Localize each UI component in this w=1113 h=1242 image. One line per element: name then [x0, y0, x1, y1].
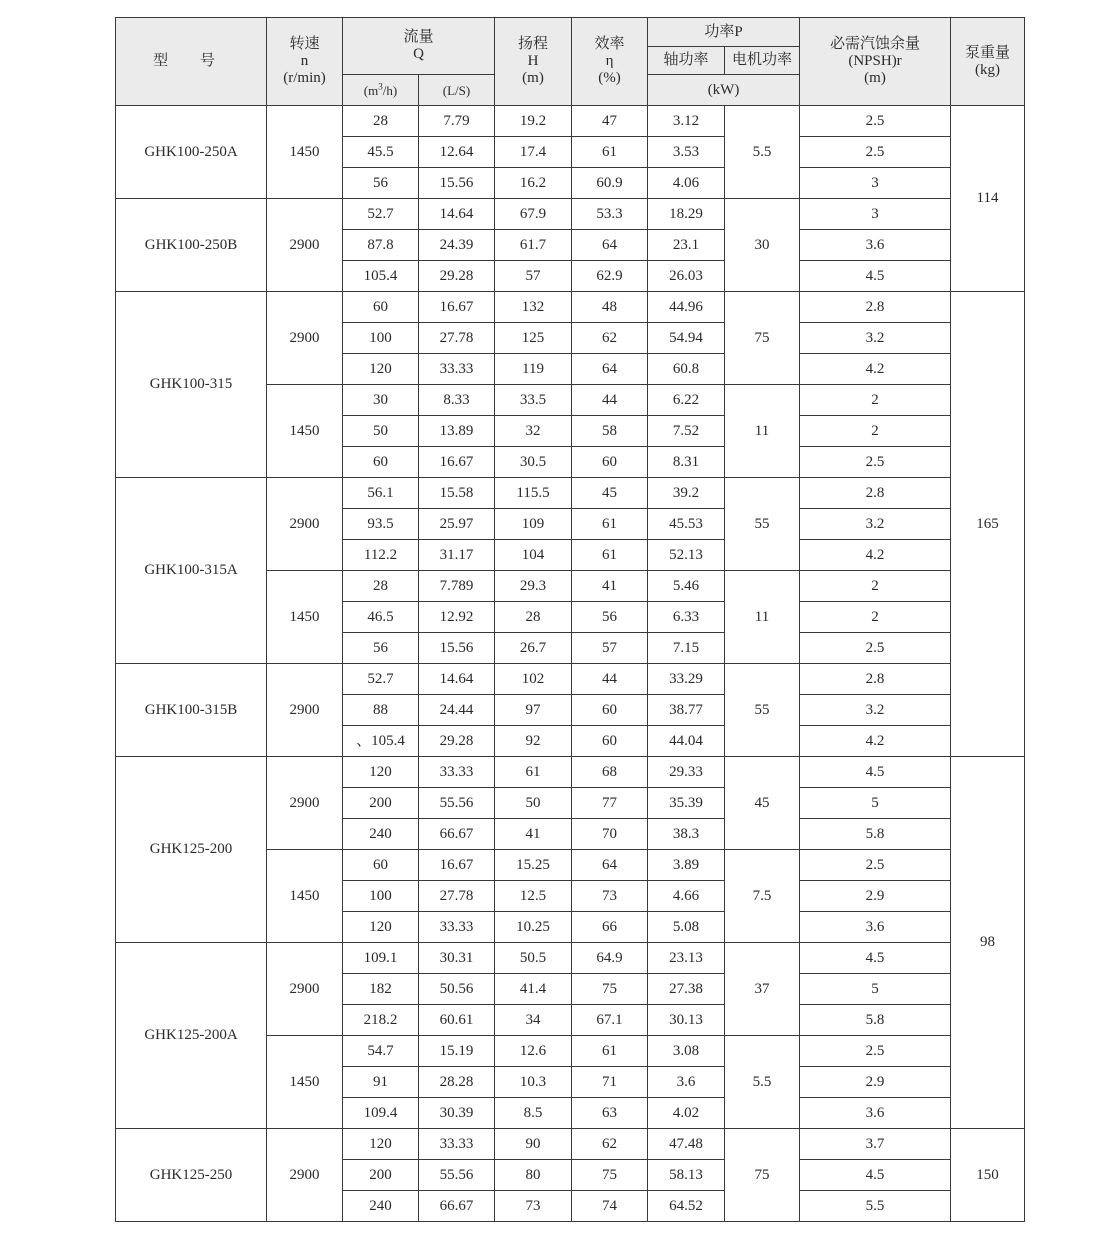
efficiency-cell: 45: [572, 478, 648, 509]
flow-ls-cell: 27.78: [419, 323, 495, 354]
header-npsh: 必需汽蚀余量 (NPSH)r (m): [800, 18, 951, 106]
npsh-cell: 2.5: [800, 447, 951, 478]
table-row: [116, 292, 1025, 323]
npsh-cell: 2.9: [800, 881, 951, 912]
table-body: [116, 106, 1025, 1222]
flow-ls-cell: 14.64: [419, 199, 495, 230]
flow-m3h-cell: 28: [343, 106, 419, 137]
speed-cell: 2900: [267, 757, 343, 850]
npsh-cell: 3: [800, 168, 951, 199]
shaft-power-cell: 44.96: [648, 292, 725, 323]
flow-ls-cell: 33.33: [419, 912, 495, 943]
flow-m3h-cell: 28: [343, 571, 419, 602]
flow-ls-cell: 27.78: [419, 881, 495, 912]
motor-power-cell: 75: [725, 1129, 800, 1222]
shaft-power-cell: 6.22: [648, 385, 725, 416]
npsh-cell: 2.5: [800, 633, 951, 664]
head-cell: 80: [495, 1160, 572, 1191]
head-cell: 92: [495, 726, 572, 757]
shaft-power-cell: 6.33: [648, 602, 725, 633]
npsh-cell: 2.5: [800, 137, 951, 168]
shaft-power-cell: 7.52: [648, 416, 725, 447]
shaft-power-cell: 3.12: [648, 106, 725, 137]
header-motor-power: 电机功率: [725, 47, 800, 75]
flow-m3h-cell: 120: [343, 1129, 419, 1160]
flow-ls-cell: 31.17: [419, 540, 495, 571]
head-cell: 29.3: [495, 571, 572, 602]
head-cell: 50: [495, 788, 572, 819]
efficiency-cell: 44: [572, 664, 648, 695]
efficiency-cell: 66: [572, 912, 648, 943]
efficiency-cell: 77: [572, 788, 648, 819]
flow-m3h-cell: 30: [343, 385, 419, 416]
flow-m3h-cell: 60: [343, 292, 419, 323]
npsh-cell: 4.2: [800, 354, 951, 385]
flow-ls-cell: 50.56: [419, 974, 495, 1005]
shaft-power-cell: 4.02: [648, 1098, 725, 1129]
shaft-power-cell: 35.39: [648, 788, 725, 819]
flow-ls-cell: 24.44: [419, 695, 495, 726]
npsh-cell: 5: [800, 788, 951, 819]
head-cell: 57: [495, 261, 572, 292]
npsh-cell: 3.2: [800, 323, 951, 354]
motor-power-cell: 11: [725, 571, 800, 664]
efficiency-cell: 75: [572, 974, 648, 1005]
efficiency-cell: 63: [572, 1098, 648, 1129]
flow-ls-cell: 8.33: [419, 385, 495, 416]
weight-cell: 98: [951, 757, 1025, 1129]
model-name-cell: GHK100-315: [116, 292, 267, 478]
flow-ls-cell: 29.28: [419, 726, 495, 757]
npsh-cell: 5.8: [800, 819, 951, 850]
flow-m3h-cell: 109.1: [343, 943, 419, 974]
flow-m3h-cell: 52.7: [343, 199, 419, 230]
head-cell: 90: [495, 1129, 572, 1160]
flow-ls-cell: 33.33: [419, 1129, 495, 1160]
flow-m3h-cell: 56: [343, 633, 419, 664]
shaft-power-cell: 38.3: [648, 819, 725, 850]
table-row: [116, 478, 1025, 509]
shaft-power-cell: 44.04: [648, 726, 725, 757]
flow-m3h-cell: 45.5: [343, 137, 419, 168]
npsh-cell: 5: [800, 974, 951, 1005]
npsh-cell: 3.2: [800, 509, 951, 540]
efficiency-cell: 61: [572, 540, 648, 571]
head-cell: 12.6: [495, 1036, 572, 1067]
efficiency-cell: 44: [572, 385, 648, 416]
shaft-power-cell: 18.29: [648, 199, 725, 230]
motor-power-cell: 11: [725, 385, 800, 478]
efficiency-cell: 47: [572, 106, 648, 137]
header-power: 功率P: [648, 18, 800, 47]
shaft-power-cell: 54.94: [648, 323, 725, 354]
flow-ls-cell: 14.64: [419, 664, 495, 695]
efficiency-cell: 67.1: [572, 1005, 648, 1036]
efficiency-cell: 62: [572, 1129, 648, 1160]
head-cell: 67.9: [495, 199, 572, 230]
flow-m3h-cell: 240: [343, 1191, 419, 1222]
npsh-cell: 3.2: [800, 695, 951, 726]
flow-m3h-cell: 120: [343, 757, 419, 788]
model-name-cell: GHK125-250: [116, 1129, 267, 1222]
speed-cell: 1450: [267, 850, 343, 943]
table-row: [116, 199, 1025, 230]
flow-ls-cell: 7.789: [419, 571, 495, 602]
flow-ls-cell: 25.97: [419, 509, 495, 540]
head-cell: 32: [495, 416, 572, 447]
flow-m3h-cell: 91: [343, 1067, 419, 1098]
flow-ls-cell: 55.56: [419, 788, 495, 819]
flow-m3h-cell: 105.4: [343, 261, 419, 292]
efficiency-cell: 62: [572, 323, 648, 354]
header-model: 型 号: [116, 18, 267, 106]
speed-cell: 2900: [267, 943, 343, 1036]
efficiency-cell: 71: [572, 1067, 648, 1098]
shaft-power-cell: 33.29: [648, 664, 725, 695]
motor-power-cell: 55: [725, 478, 800, 571]
flow-ls-cell: 33.33: [419, 354, 495, 385]
npsh-cell: 4.5: [800, 1160, 951, 1191]
pump-performance-table: [115, 17, 1025, 1222]
npsh-cell: 3.6: [800, 230, 951, 261]
head-cell: 19.2: [495, 106, 572, 137]
shaft-power-cell: 4.06: [648, 168, 725, 199]
shaft-power-cell: 3.08: [648, 1036, 725, 1067]
shaft-power-cell: 47.48: [648, 1129, 725, 1160]
table-row: [116, 1129, 1025, 1160]
pump-spec-sheet: [115, 17, 1024, 1225]
npsh-cell: 2: [800, 571, 951, 602]
shaft-power-cell: 5.08: [648, 912, 725, 943]
flow-ls-cell: 33.33: [419, 757, 495, 788]
model-name-cell: GHK125-200A: [116, 943, 267, 1129]
head-cell: 28: [495, 602, 572, 633]
flow-m3h-cell: 56: [343, 168, 419, 199]
speed-cell: 1450: [267, 571, 343, 664]
npsh-cell: 3.7: [800, 1129, 951, 1160]
table-header: [116, 18, 1025, 106]
flow-m3h-cell: 112.2: [343, 540, 419, 571]
efficiency-cell: 68: [572, 757, 648, 788]
shaft-power-cell: 52.13: [648, 540, 725, 571]
efficiency-cell: 64: [572, 850, 648, 881]
table-row: [116, 106, 1025, 137]
efficiency-cell: 64.9: [572, 943, 648, 974]
efficiency-cell: 64: [572, 354, 648, 385]
weight-cell: 114: [951, 106, 1025, 292]
flow-ls-cell: 30.31: [419, 943, 495, 974]
efficiency-cell: 70: [572, 819, 648, 850]
head-cell: 61.7: [495, 230, 572, 261]
head-cell: 33.5: [495, 385, 572, 416]
efficiency-cell: 60: [572, 695, 648, 726]
speed-cell: 2900: [267, 292, 343, 385]
npsh-cell: 2.5: [800, 1036, 951, 1067]
shaft-power-cell: 3.53: [648, 137, 725, 168]
flow-m3h-cell: 54.7: [343, 1036, 419, 1067]
flow-ls-cell: 15.56: [419, 168, 495, 199]
head-cell: 125: [495, 323, 572, 354]
head-cell: 115.5: [495, 478, 572, 509]
flow-ls-cell: 7.79: [419, 106, 495, 137]
shaft-power-cell: 64.52: [648, 1191, 725, 1222]
npsh-cell: 2.9: [800, 1067, 951, 1098]
shaft-power-cell: 26.03: [648, 261, 725, 292]
flow-m3h-cell: 50: [343, 416, 419, 447]
motor-power-cell: 37: [725, 943, 800, 1036]
flow-ls-cell: 55.56: [419, 1160, 495, 1191]
head-cell: 132: [495, 292, 572, 323]
shaft-power-cell: 58.13: [648, 1160, 725, 1191]
speed-cell: 2900: [267, 664, 343, 757]
shaft-power-cell: 39.2: [648, 478, 725, 509]
flow-ls-cell: 66.67: [419, 1191, 495, 1222]
efficiency-cell: 73: [572, 881, 648, 912]
shaft-power-cell: 23.13: [648, 943, 725, 974]
shaft-power-cell: 23.1: [648, 230, 725, 261]
head-cell: 10.3: [495, 1067, 572, 1098]
head-cell: 97: [495, 695, 572, 726]
shaft-power-cell: 27.38: [648, 974, 725, 1005]
head-cell: 34: [495, 1005, 572, 1036]
head-cell: 41.4: [495, 974, 572, 1005]
efficiency-cell: 61: [572, 509, 648, 540]
shaft-power-cell: 3.89: [648, 850, 725, 881]
head-cell: 73: [495, 1191, 572, 1222]
efficiency-cell: 64: [572, 230, 648, 261]
shaft-power-cell: 29.33: [648, 757, 725, 788]
motor-power-cell: 30: [725, 199, 800, 292]
npsh-cell: 2.8: [800, 664, 951, 695]
speed-cell: 1450: [267, 385, 343, 478]
head-cell: 50.5: [495, 943, 572, 974]
model-name-cell: GHK100-315B: [116, 664, 267, 757]
efficiency-cell: 74: [572, 1191, 648, 1222]
header-flow: 流量 Q: [343, 18, 495, 75]
npsh-cell: 4.5: [800, 943, 951, 974]
flow-m3h-cell: 120: [343, 912, 419, 943]
efficiency-cell: 58: [572, 416, 648, 447]
flow-m3h-cell: 56.1: [343, 478, 419, 509]
speed-cell: 2900: [267, 199, 343, 292]
efficiency-cell: 41: [572, 571, 648, 602]
flow-ls-cell: 15.56: [419, 633, 495, 664]
head-cell: 119: [495, 354, 572, 385]
flow-ls-cell: 28.28: [419, 1067, 495, 1098]
speed-cell: 1450: [267, 1036, 343, 1129]
flow-m3h-cell: 109.4: [343, 1098, 419, 1129]
npsh-cell: 4.2: [800, 540, 951, 571]
flow-m3h-cell: 200: [343, 1160, 419, 1191]
shaft-power-cell: 38.77: [648, 695, 725, 726]
header-head: 扬程 H (m): [495, 18, 572, 106]
header-efficiency: 效率 η (%): [572, 18, 648, 106]
model-name-cell: GHK100-250B: [116, 199, 267, 292]
head-cell: 102: [495, 664, 572, 695]
flow-m3h-cell: 、105.4: [343, 726, 419, 757]
flow-ls-cell: 16.67: [419, 850, 495, 881]
efficiency-cell: 60.9: [572, 168, 648, 199]
npsh-cell: 4.5: [800, 757, 951, 788]
shaft-power-cell: 3.6: [648, 1067, 725, 1098]
shaft-power-cell: 45.53: [648, 509, 725, 540]
efficiency-cell: 56: [572, 602, 648, 633]
shaft-power-cell: 30.13: [648, 1005, 725, 1036]
efficiency-cell: 61: [572, 137, 648, 168]
head-cell: 61: [495, 757, 572, 788]
header-shaft-power: 轴功率: [648, 47, 725, 75]
flow-ls-cell: 16.67: [419, 292, 495, 323]
head-cell: 30.5: [495, 447, 572, 478]
flow-m3h-cell: 52.7: [343, 664, 419, 695]
model-name-cell: GHK100-315A: [116, 478, 267, 664]
motor-power-cell: 5.5: [725, 1036, 800, 1129]
flow-ls-cell: 12.64: [419, 137, 495, 168]
flow-ls-cell: 15.19: [419, 1036, 495, 1067]
header-flow-m3h: $(m^3/h)$: [343, 75, 419, 106]
head-cell: 109: [495, 509, 572, 540]
weight-cell: 165: [951, 292, 1025, 757]
head-cell: 12.5: [495, 881, 572, 912]
motor-power-cell: 55: [725, 664, 800, 757]
head-cell: 15.25: [495, 850, 572, 881]
npsh-cell: 2.5: [800, 106, 951, 137]
npsh-cell: 5.8: [800, 1005, 951, 1036]
head-cell: 104: [495, 540, 572, 571]
header-speed: 转速 n (r/min): [267, 18, 343, 106]
flow-m3h-cell: 120: [343, 354, 419, 385]
efficiency-cell: 57: [572, 633, 648, 664]
motor-power-cell: 5.5: [725, 106, 800, 199]
shaft-power-cell: 4.66: [648, 881, 725, 912]
table-row: [116, 757, 1025, 788]
weight-cell: 150: [951, 1129, 1025, 1222]
flow-m3h-cell: 182: [343, 974, 419, 1005]
npsh-cell: 3.6: [800, 1098, 951, 1129]
flow-m3h-cell: 46.5: [343, 602, 419, 633]
flow-m3h-cell: 60: [343, 447, 419, 478]
efficiency-cell: 60: [572, 726, 648, 757]
npsh-cell: 3: [800, 199, 951, 230]
flow-m3h-cell: 100: [343, 881, 419, 912]
header-flow-ls: (L/S): [419, 75, 495, 106]
flow-ls-cell: 30.39: [419, 1098, 495, 1129]
flow-m3h-cell: 93.5: [343, 509, 419, 540]
flow-m3h-cell: 218.2: [343, 1005, 419, 1036]
npsh-cell: 4.5: [800, 261, 951, 292]
npsh-cell: 4.2: [800, 726, 951, 757]
npsh-cell: 2: [800, 602, 951, 633]
motor-power-cell: 45: [725, 757, 800, 850]
flow-m3h-cell: 88: [343, 695, 419, 726]
model-name-cell: GHK125-200: [116, 757, 267, 943]
model-name-cell: GHK100-250A: [116, 106, 267, 199]
flow-ls-cell: 29.28: [419, 261, 495, 292]
motor-power-cell: 75: [725, 292, 800, 385]
shaft-power-cell: 8.31: [648, 447, 725, 478]
flow-m3h-cell: 60: [343, 850, 419, 881]
flow-ls-cell: 16.67: [419, 447, 495, 478]
efficiency-cell: 60: [572, 447, 648, 478]
flow-m3h-cell: 87.8: [343, 230, 419, 261]
npsh-cell: 2.5: [800, 850, 951, 881]
speed-cell: 1450: [267, 106, 343, 199]
flow-m3h-cell: 100: [343, 323, 419, 354]
npsh-cell: 2: [800, 385, 951, 416]
flow-m3h-cell: 200: [343, 788, 419, 819]
head-cell: 10.25: [495, 912, 572, 943]
shaft-power-cell: 60.8: [648, 354, 725, 385]
head-cell: 8.5: [495, 1098, 572, 1129]
motor-power-cell: 7.5: [725, 850, 800, 943]
head-cell: 26.7: [495, 633, 572, 664]
header-power-unit: (kW): [648, 75, 800, 106]
npsh-cell: 2: [800, 416, 951, 447]
efficiency-cell: 61: [572, 1036, 648, 1067]
head-cell: 17.4: [495, 137, 572, 168]
flow-m3h-cell: 240: [343, 819, 419, 850]
npsh-cell: 3.6: [800, 912, 951, 943]
head-cell: 16.2: [495, 168, 572, 199]
table-row: [116, 664, 1025, 695]
efficiency-cell: 48: [572, 292, 648, 323]
shaft-power-cell: 5.46: [648, 571, 725, 602]
flow-ls-cell: 15.58: [419, 478, 495, 509]
header-weight: 泵重量 (kg): [951, 18, 1025, 106]
npsh-cell: 5.5: [800, 1191, 951, 1222]
flow-ls-cell: 60.61: [419, 1005, 495, 1036]
efficiency-cell: 62.9: [572, 261, 648, 292]
table-row: [116, 943, 1025, 974]
flow-ls-cell: 12.92: [419, 602, 495, 633]
npsh-cell: 2.8: [800, 292, 951, 323]
npsh-cell: 2.8: [800, 478, 951, 509]
speed-cell: 2900: [267, 1129, 343, 1222]
flow-ls-cell: 66.67: [419, 819, 495, 850]
flow-ls-cell: 13.89: [419, 416, 495, 447]
speed-cell: 2900: [267, 478, 343, 571]
flow-ls-cell: 24.39: [419, 230, 495, 261]
efficiency-cell: 53.3: [572, 199, 648, 230]
head-cell: 41: [495, 819, 572, 850]
shaft-power-cell: 7.15: [648, 633, 725, 664]
efficiency-cell: 75: [572, 1160, 648, 1191]
